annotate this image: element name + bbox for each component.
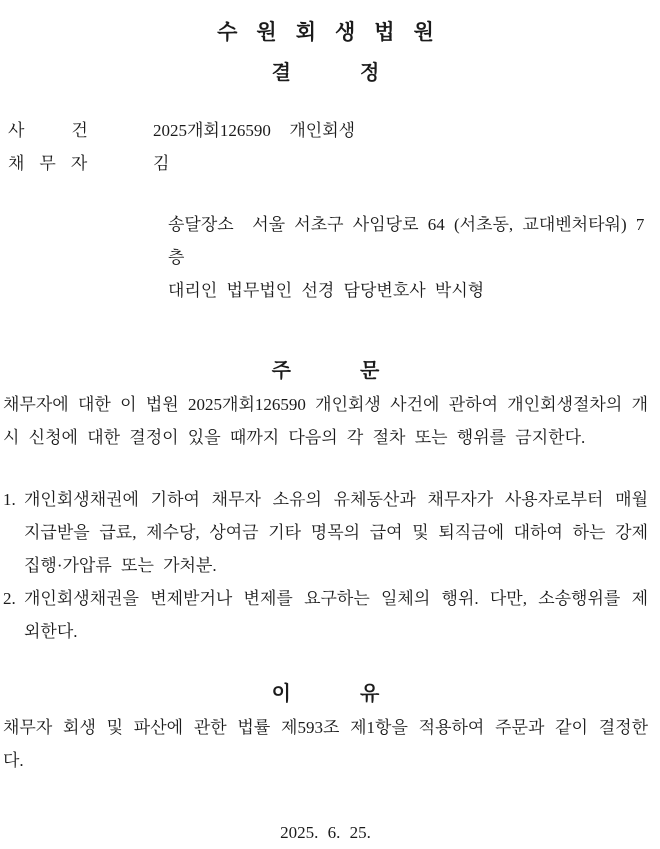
order-item-2 (3, 582, 648, 648)
reason-heading (3, 678, 648, 711)
order-item-1 (3, 483, 648, 582)
case-number-value: 2025개회126590 개인회생 (153, 121, 356, 140)
item-2-number: 2. (3, 589, 16, 608)
debtor-row (3, 147, 648, 180)
party-address-section (3, 208, 648, 307)
reason-paragraph: 채무자 회생 및 파산에 관한 법률 제593조 제1항을 적용하여 주문과 같이 결정한다. (3, 718, 648, 770)
order-heading (3, 355, 648, 388)
item-1-number: 1. (3, 490, 16, 509)
document-type-heading (3, 57, 648, 90)
attorney-line: 대리인 법무법인 선경 담당변호사 박시형 (168, 281, 485, 300)
order-intro-paragraph: 채무자에 대한 이 법원 2025개회126590 개인회생 사건에 관하여 개인회생절차의 개시 신청에 대한 결정이 있을 때까지 다음의 각 절차 또는 행위를 금지한다. (3, 395, 648, 447)
service-address-line: 송달장소 서울 서초구 사임당로 64 (서초동, 교대벤처타워) 7층 (168, 215, 645, 267)
debtor-label: 채무자 (8, 154, 103, 173)
case-label: 사건 (8, 121, 135, 140)
document-type-text: 결정 (271, 62, 449, 84)
court-name-title (3, 16, 648, 49)
case-number-row (3, 114, 648, 147)
decision-date: 2025. 6. 25. (280, 823, 371, 842)
reason-heading-text: 이유 (271, 683, 449, 705)
court-decision-document (0, 16, 660, 842)
case-info-section (3, 114, 648, 180)
court-name-text: 수원회생법원 (217, 20, 453, 44)
order-items-list (3, 483, 648, 648)
debtor-name-value: 김 (153, 154, 170, 173)
item-1-text: 개인회생채권에 기하여 채무자 소유의 유체동산과 채무자가 사용자로부터 매월 지급받을 급료, 제수당, 상여금 기타 명목의 급여 및 퇴직금에 대하여 하는 강제집행·가압류 또는 가처분. (24, 490, 648, 575)
order-heading-text: 주문 (271, 360, 449, 382)
item-2-text: 개인회생채권을 변제받거나 변제를 요구하는 일체의 행위. 다만, 소송행위를 제외한다. (24, 589, 648, 641)
